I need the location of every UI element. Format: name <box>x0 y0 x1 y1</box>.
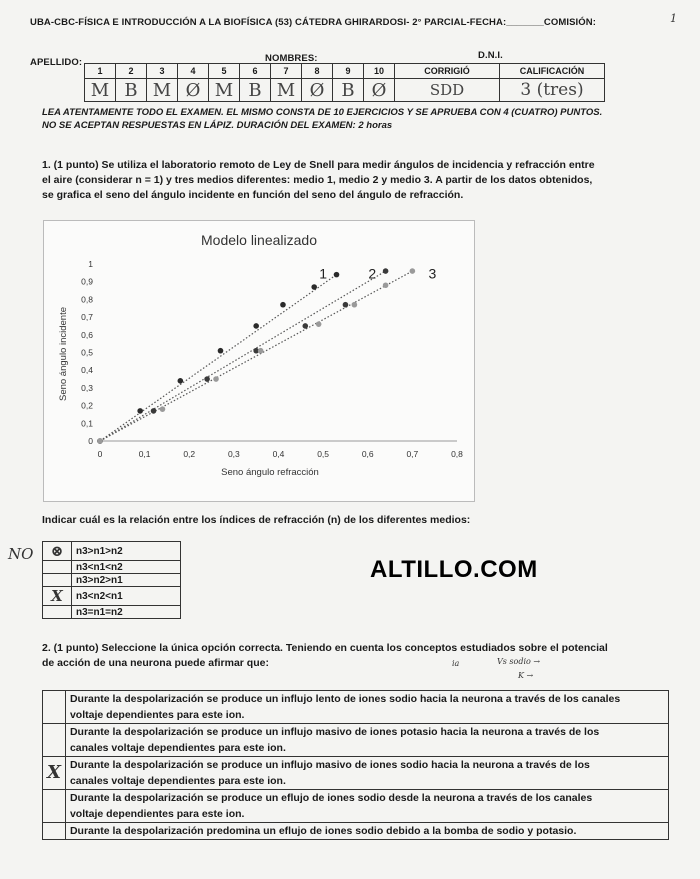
chart-y-tick-label: 0,3 <box>81 382 93 393</box>
chart-title: Modelo linealizado <box>201 232 317 248</box>
q1-option-label: n3<n2<n1 <box>72 587 181 606</box>
q1-option-mark[interactable] <box>43 574 72 587</box>
grades-table <box>84 63 605 102</box>
chart-y-tick-label: 0,5 <box>81 347 93 358</box>
margin-note-no: NO <box>8 545 34 563</box>
q2-scribble-1: ia <box>452 659 460 668</box>
q2-scribble-3: K → <box>518 671 534 680</box>
grade-mark-3: M <box>147 79 178 102</box>
grade-col-10: 10 <box>364 64 395 79</box>
nombres-label: NOMBRES: <box>265 53 318 64</box>
q2-scribble-2: Vs sodio → <box>497 657 541 666</box>
instruction-line-2: NO SE ACEPTAN RESPUESTAS EN LÁPIZ. DURACIÓN DEL EXAMEN: 2 horas <box>42 120 393 131</box>
chart-y-tick-label: 0,6 <box>81 329 93 340</box>
chart-series-label-1: 1 <box>319 265 328 282</box>
chart-y-axis-label: Seno ángulo incidente <box>58 306 69 402</box>
chart-y-tick-label: 0,8 <box>81 294 93 305</box>
question-2-options <box>42 690 669 840</box>
q1-option-row[interactable] <box>43 574 181 587</box>
q2-opt1-line2: voltaje dependientes para este ion. <box>69 709 245 721</box>
grade-col-2: 2 <box>116 64 147 79</box>
q1-option-label: n3<n1<n2 <box>72 561 181 574</box>
chart-x-tick-label: 0,6 <box>361 449 374 459</box>
chart-trendlines <box>100 271 412 441</box>
q2-option-row[interactable] <box>43 724 669 757</box>
chart-points <box>97 265 415 444</box>
q2-opt3-line2: canales voltaje dependientes para este ion. <box>69 775 286 787</box>
chart-point-series-2 <box>383 268 389 274</box>
chart-y-tick-label: 1 <box>88 259 93 269</box>
q1-line-1: 1. (1 punto) Se utiliza el laboratorio remoto de Ley de Snell para medir ángulos de incidencia y refracción entre <box>42 159 595 171</box>
snell-chart <box>44 221 474 501</box>
exam-header-title: UBA-CBC-FÍSICA E INTRODUCCIÓN A LA BIOFÍSICA (53) CÁTEDRA GHIRARDOSI- 2° PARCIAL-FECHA:_______COMISIÓN: <box>30 17 597 28</box>
grade-col-3: 3 <box>147 64 178 79</box>
chart-x-tick-label: 0,4 <box>272 449 285 459</box>
q2-option-mark[interactable] <box>43 724 66 757</box>
grade-col-7: 7 <box>271 64 302 79</box>
grade-mark-10: Ø <box>364 79 395 102</box>
chart-point-series-3 <box>316 321 322 327</box>
chart-point-series-1 <box>137 408 143 414</box>
chart-x-tick-label: 0,7 <box>406 449 419 459</box>
grade-mark-2: B <box>116 79 147 102</box>
q2-opt2-line2: canales voltaje dependientes para este ion. <box>69 742 286 754</box>
grade-mark-6: B <box>240 79 271 102</box>
grade-col-5: 5 <box>209 64 240 79</box>
apellido-label: APELLIDO: <box>30 57 83 68</box>
chart-point-series-2 <box>151 408 157 414</box>
chart-trendline-series-3 <box>100 271 412 441</box>
chart-point-series-1 <box>253 323 259 329</box>
chart-point-series-2 <box>204 376 210 382</box>
q2-opt3-line1: Durante la despolarización se produce un influjo masivo de iones sodio hacia la neurona a través de los <box>69 759 590 771</box>
chart-point-series-2 <box>343 302 349 308</box>
q2-opt2-line1: Durante la despolarización se produce un influjo masivo de iones potasio hacia la neurona a través de los <box>69 726 600 738</box>
q2-line-1: 2. (1 punto) Seleccione la única opción correcta. Teniendo en cuenta los conceptos estudiados sobre el potencial <box>42 642 608 654</box>
dni-label: D.N.I. <box>478 50 503 61</box>
grade-mark-7: M <box>271 79 302 102</box>
q2-option-row[interactable] <box>43 790 669 823</box>
chart-series-label-2: 2 <box>368 265 377 282</box>
chart-x-tick-label: 0,8 <box>451 449 463 459</box>
chart-x-tick-label: 0,1 <box>138 449 151 459</box>
q1-option-row[interactable] <box>43 542 181 561</box>
q2-option-mark[interactable] <box>43 691 66 724</box>
chart-point-series-3 <box>383 282 389 288</box>
q2-option-mark[interactable] <box>43 790 66 823</box>
calificacion-label: CALIFICACIÓN <box>500 64 605 79</box>
grade-col-6: 6 <box>240 64 271 79</box>
chart-point-series-1 <box>280 302 286 308</box>
watermark: ALTILLO.COM <box>370 556 538 583</box>
chart-trendline-series-1 <box>100 275 337 441</box>
q2-opt5-line1: Durante la despolarización predomina un eflujo de iones sodio debido a la bomba de sodio y potasio. <box>69 825 577 837</box>
q2-opt4-line1: Durante la despolarización se produce un eflujo de iones sodio desde la neurona a través de los canales <box>69 792 593 804</box>
q1-line-3: se grafica el seno del ángulo incidente en función del seno del ángulo de refracción. <box>42 189 464 201</box>
q2-option-mark[interactable]: X <box>43 757 66 790</box>
chart-point-series-2 <box>302 323 308 329</box>
page-number: 1 <box>670 12 677 25</box>
chart-y-tick-label: 0,9 <box>81 276 93 287</box>
chart-x-tick-label: 0 <box>97 449 103 459</box>
question-2-text <box>42 641 672 671</box>
chart-point-series-3 <box>410 268 416 274</box>
q1-option-mark[interactable] <box>43 561 72 574</box>
chart-point-series-3 <box>352 302 358 308</box>
q2-option-mark[interactable] <box>43 823 66 840</box>
q2-opt1-line1: Durante la despolarización se produce un influjo lento de iones sodio hacia la neurona a través de los canales <box>69 693 621 705</box>
chart-y-tick-label: 0,1 <box>81 418 93 429</box>
chart-ticks <box>81 259 463 459</box>
chart-point-series-3 <box>258 348 264 354</box>
grade-mark-1: M <box>85 79 116 102</box>
grade-col-9: 9 <box>333 64 364 79</box>
question-1-options <box>42 541 181 619</box>
q2-option-row[interactable] <box>43 691 669 724</box>
q1-option-mark[interactable]: X <box>43 587 72 606</box>
chart-y-tick-label: 0,2 <box>81 400 93 411</box>
q2-option-text <box>65 691 668 724</box>
chart-x-axis-label: Seno ángulo refracción <box>221 467 319 478</box>
q1-option-row[interactable] <box>43 561 181 574</box>
instructions <box>42 106 662 132</box>
grade-col-4: 4 <box>178 64 209 79</box>
q2-option-text <box>65 790 668 823</box>
chart-trendline-series-2 <box>100 271 386 441</box>
q1-option-mark[interactable] <box>43 606 72 619</box>
q1-option-row[interactable] <box>43 606 181 619</box>
chart-point-series-1 <box>311 284 317 290</box>
instruction-line-1: LEA ATENTAMENTE TODO EL EXAMEN. EL MISMO CONSTA DE 10 EJERCICIOS Y SE APRUEBA CON 4 (CUATRO) PUNTOS. <box>42 107 603 118</box>
q1-option-mark[interactable]: ⊗ <box>43 542 72 561</box>
q1-option-label: n3>n2>n1 <box>72 574 181 587</box>
calificacion-value: 3 (tres) <box>500 79 605 102</box>
chart-point-series-1 <box>218 348 224 354</box>
chart-x-tick-label: 0,3 <box>227 449 240 459</box>
chart-point-series-3 <box>97 438 103 444</box>
q2-opt4-line2: voltaje dependientes para este ion. <box>69 808 245 820</box>
q1-option-row[interactable] <box>43 587 181 606</box>
grades-number-row <box>85 64 605 79</box>
grade-mark-8: Ø <box>302 79 333 102</box>
q2-option-row[interactable] <box>43 757 669 790</box>
q2-option-row[interactable] <box>43 823 669 840</box>
q1-option-label: n3>n1>n2 <box>72 542 181 561</box>
chart-point-series-1 <box>334 272 340 278</box>
chart-series-label-3: 3 <box>428 265 437 282</box>
grades-mark-row <box>85 79 605 102</box>
chart-point-series-1 <box>178 378 184 384</box>
q2-option-text <box>65 757 668 790</box>
chart-x-tick-label: 0,5 <box>317 449 330 459</box>
chart-y-tick-label: 0 <box>88 436 93 446</box>
grade-mark-9: B <box>333 79 364 102</box>
q1-line-2: el aire (considerar n = 1) y tres medios diferentes: medio 1, medio 2 y medio 3. A partir de los datos obtenidos, <box>42 174 593 186</box>
chart-y-tick-label: 0,7 <box>81 312 93 323</box>
chart-point-series-3 <box>160 406 166 412</box>
chart-point-series-3 <box>213 376 219 382</box>
grade-mark-5: M <box>209 79 240 102</box>
corrigio-label: CORRIGIÓ <box>395 64 500 79</box>
q2-line-2: de acción de una neurona puede afirmar que: <box>42 657 269 669</box>
grade-mark-4: Ø <box>178 79 209 102</box>
question-1-text <box>42 158 672 203</box>
chart-x-tick-label: 0,2 <box>183 449 196 459</box>
q2-option-text <box>65 724 668 757</box>
grade-col-1: 1 <box>85 64 116 79</box>
question-1-prompt: Indicar cuál es la relación entre los índices de refracción (n) de los diferentes medios: <box>42 514 471 526</box>
grade-col-8: 8 <box>302 64 333 79</box>
corrigio-value: SDD <box>395 79 500 102</box>
chart-frame <box>43 220 475 502</box>
q1-option-label: n3=n1=n2 <box>72 606 181 619</box>
q2-option-text <box>65 823 668 840</box>
chart-y-tick-label: 0,4 <box>81 365 93 376</box>
